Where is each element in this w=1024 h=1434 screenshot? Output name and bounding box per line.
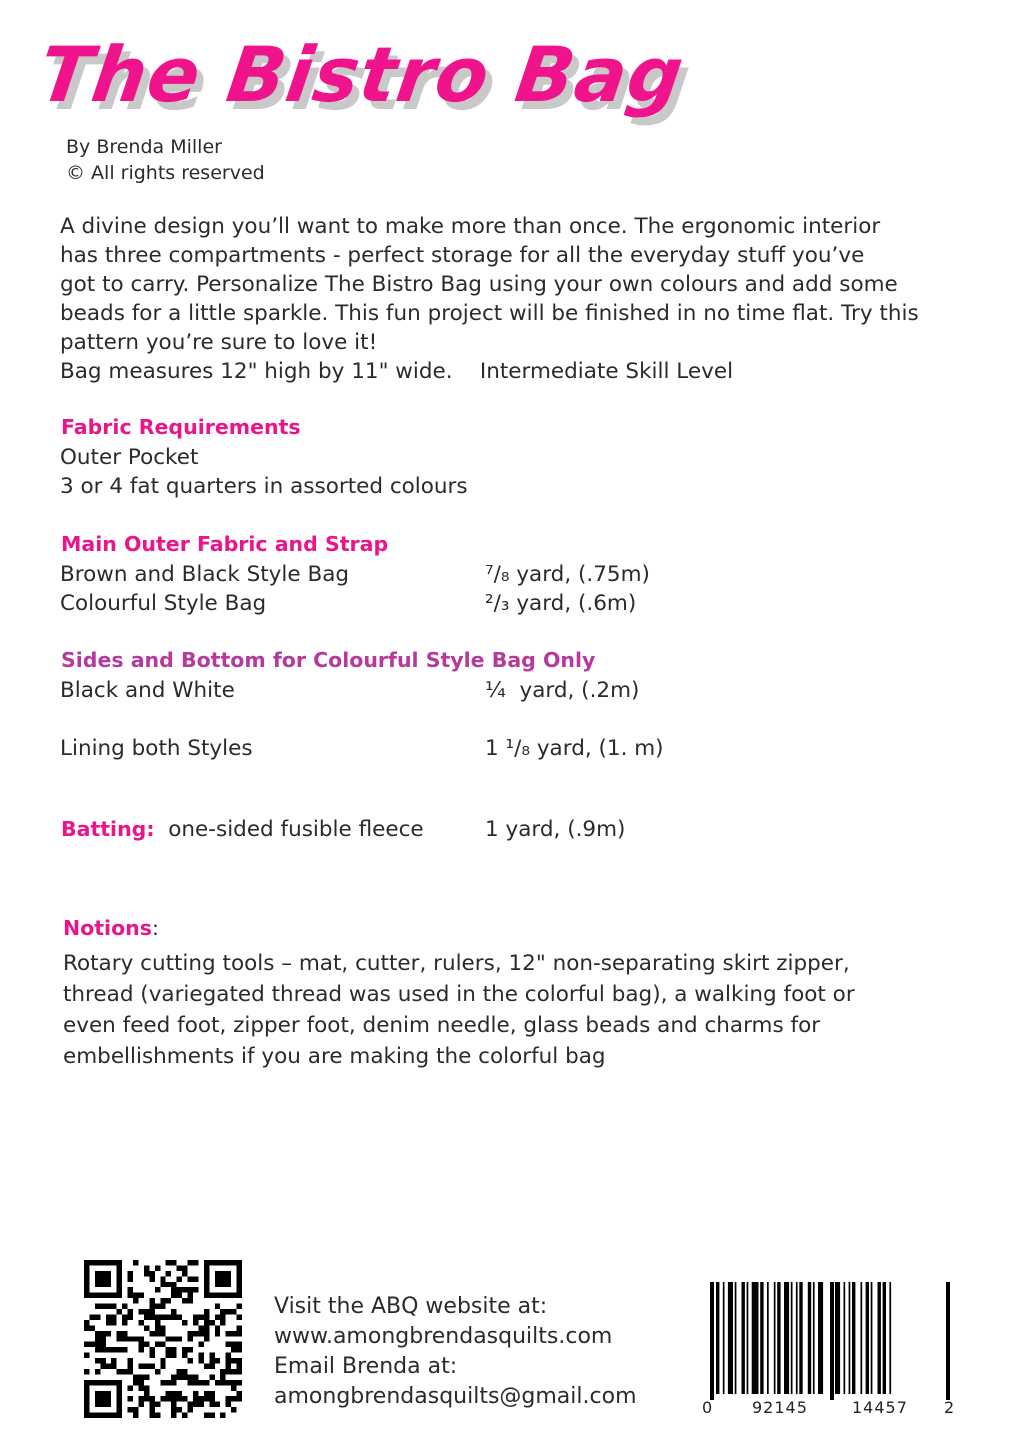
visit-label: Visit the ABQ website at: <box>274 1294 548 1319</box>
intro-line: beads for a little sparkle. This fun project will be finished in no time flat. Try this <box>60 301 919 326</box>
notions-heading: Notions <box>63 916 152 940</box>
barcode-bars <box>702 1282 956 1400</box>
batting-label: Batting: <box>61 817 155 841</box>
email-label: Email Brenda at: <box>274 1354 458 1379</box>
intro-line: got to carry. Personalize The Bistro Bag using your own colours and add some <box>60 272 898 297</box>
page-title: The Bistro Bag <box>33 30 690 119</box>
contact-block <box>274 1292 637 1412</box>
intro-line: Bag measures 12" high by 11" wide. Intermediate Skill Level <box>60 359 734 384</box>
main-outer-heading: Main Outer Fabric and Strap <box>61 532 389 556</box>
website-link[interactable]: www.amongbrendasquilts.com <box>274 1324 613 1349</box>
batting-qty: 1 yard, (.9m) <box>485 817 626 842</box>
colourful-bag-qty: ²/₃ yard, (.6m) <box>485 591 637 616</box>
intro-line: has three compartments - perfect storage for all the everyday stuff you’ve <box>60 243 865 268</box>
barcode <box>702 1282 956 1422</box>
notions-colon: : <box>151 916 159 940</box>
qr-code <box>84 1260 242 1418</box>
brown-black-bag-label: Brown and Black Style Bag <box>60 562 350 587</box>
barcode-digit: 0 <box>702 1398 713 1417</box>
barcode-digits-right: 14457 <box>852 1398 908 1417</box>
notions-line: Rotary cutting tools – mat, cutter, rulers, 12" non-separating skirt zipper, <box>63 951 850 976</box>
intro-paragraph <box>60 212 960 386</box>
notions-line: thread (variegated thread was used in the colorful bag), a walking foot or <box>63 982 855 1007</box>
notions-heading-line <box>63 916 159 940</box>
lining-qty: 1 ¹/₈ yard, (1. m) <box>485 736 664 761</box>
author-line: By Brenda Miller <box>66 136 222 158</box>
batting-line <box>61 815 424 844</box>
outer-pocket-label: Outer Pocket <box>60 445 199 470</box>
fat-quarters-label: 3 or 4 fat quarters in assorted colours <box>60 474 468 499</box>
batting-desc: one-sided fusible fleece <box>168 817 424 842</box>
notions-line: even feed foot, zipper foot, denim needle, glass beads and charms for <box>63 1013 821 1038</box>
rights-line: © All rights reserved <box>66 162 265 184</box>
fabric-requirements-heading: Fabric Requirements <box>61 415 301 439</box>
lining-label: Lining both Styles <box>60 736 253 761</box>
brown-black-bag-qty: ⁷/₈ yard, (.75m) <box>485 562 650 587</box>
colourful-bag-label: Colourful Style Bag <box>60 591 267 616</box>
sides-bottom-heading: Sides and Bottom for Colourful Style Bag Only <box>61 648 596 672</box>
intro-line: pattern you’re sure to love it! <box>60 330 378 355</box>
barcode-digits-left: 92145 <box>752 1398 808 1417</box>
intro-line: A divine design you’ll want to make more than once. The ergonomic interior <box>60 214 881 239</box>
black-white-qty: ¼ yard, (.2m) <box>485 678 640 703</box>
notions-line: embellishments if you are making the colorful bag <box>63 1044 606 1069</box>
black-white-label: Black and White <box>60 678 235 703</box>
email-link[interactable]: amongbrendasquilts@gmail.com <box>274 1384 637 1409</box>
barcode-check-digit: 2 <box>944 1398 955 1417</box>
notions-text <box>63 948 963 1072</box>
